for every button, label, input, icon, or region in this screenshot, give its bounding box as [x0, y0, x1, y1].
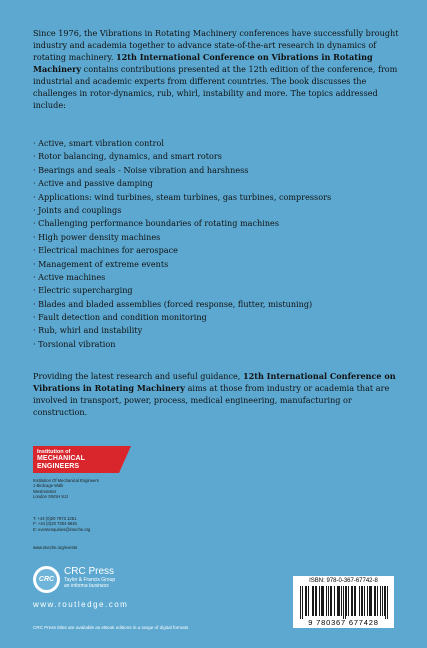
- barcode-bar: [308, 586, 309, 616]
- list-item: · High power density machines: [33, 231, 161, 242]
- barcode-bar: [346, 586, 347, 616]
- list-item: · Rub, whirl and instability: [33, 325, 143, 336]
- barcode-bar: [330, 586, 331, 616]
- barcode-bar: [337, 586, 338, 616]
- address-line: Westminster: [33, 488, 57, 494]
- imeche-logo-flag: [119, 446, 131, 473]
- crc-informa: an informa business: [64, 583, 109, 589]
- barcode-bar: [326, 586, 327, 616]
- address-line: London SW1H 9JJ: [33, 494, 68, 500]
- list-item: · Active, smart vibration control: [33, 138, 164, 148]
- list-item: · Active machines: [33, 271, 106, 282]
- barcode-bar: [302, 586, 303, 619]
- barcode-bar: [306, 586, 307, 616]
- isbn-label: ISBN: 978-0-367-67742-8: [309, 578, 378, 584]
- list-item: · Electrical machines for aerospace: [33, 245, 178, 256]
- crc-logo-icon: [33, 566, 60, 593]
- barcode-digits: 9 780367 677428: [308, 618, 379, 627]
- list-item: · Torsional vibration: [33, 338, 116, 349]
- barcode-bar: [331, 586, 332, 616]
- address-line: 1 Birdcage Walk: [33, 483, 64, 489]
- barcode-bar: [385, 586, 386, 619]
- imeche-logo-line2: MECHANICAL: [37, 455, 86, 462]
- barcode-bar: [328, 586, 329, 616]
- barcode-bar: [359, 586, 360, 616]
- barcode-bar: [351, 586, 352, 616]
- topics-list: [33, 137, 401, 351]
- list-item: · Rotor balancing, dynamics, and smart rotors: [33, 151, 222, 162]
- closing-book-title: 12th International Conference on Vibrations in Rotating Machinery: [33, 371, 396, 393]
- barcode-bar: [375, 586, 376, 616]
- imeche-logo-line1: Institution of: [37, 449, 71, 455]
- list-item: · Joints and couplings: [33, 204, 122, 215]
- contact-email: E: eventenquiries@imeche.org: [33, 526, 91, 532]
- ebook-note: CRC Press titles are available as eBook editions in a range of digital formats: [33, 625, 189, 630]
- list-item: · Challenging performance boundaries of rotating machines: [33, 218, 279, 229]
- list-item: · Bearings and seals - Noise vibration and harshness: [33, 164, 249, 175]
- crc-logo-letters: CRC: [36, 569, 57, 590]
- imeche-logo-line3: ENGINEERS: [37, 462, 80, 470]
- list-item: · Fault detection and condition monitoring: [33, 312, 207, 323]
- barcode-bar: [323, 586, 324, 616]
- list-item: · Management of extreme events: [33, 258, 169, 269]
- barcode-bar: [352, 586, 353, 616]
- barcode-bar: [315, 586, 316, 616]
- intro-text-1: Since 1976, the Vibrations in Rotating Machinery conferences have successfully brought industry and academia together to advance state-of-the-art research in dynamics of rotating machinery.: [33, 28, 399, 62]
- contact-phone: T: +44 (0)20 7973 1251: [33, 516, 77, 521]
- barcode-bar: [382, 586, 383, 616]
- barcode-bar: [339, 586, 340, 616]
- barcode-bar: [387, 586, 388, 619]
- closing-text-1: Providing the latest research and useful guidance,: [33, 371, 243, 381]
- barcode-bar: [354, 586, 355, 616]
- crc-name: CRC Press: [64, 566, 115, 577]
- barcode-bar: [371, 586, 372, 616]
- barcode-bar: [370, 586, 371, 616]
- imeche-address: [33, 478, 99, 500]
- list-item: · Blades and bladed assemblies (forced response, flutter, mistuning): [33, 298, 313, 309]
- barcode-bars: [300, 586, 388, 619]
- barcode-bar: [377, 586, 378, 616]
- list-item: · Active and passive damping: [33, 178, 153, 189]
- imeche-logo: [33, 446, 119, 473]
- barcode-bar: [364, 586, 365, 616]
- barcode-bar: [348, 586, 349, 616]
- barcode-bar: [369, 586, 370, 616]
- barcode-bar: [321, 586, 322, 616]
- address-line: Institution Of Mechanical Engineers: [33, 478, 99, 483]
- barcode-bar: [334, 586, 335, 616]
- imeche-web-url: www.imeche.org/events: [33, 545, 78, 550]
- intro-paragraph: [33, 27, 401, 111]
- barcode-bar: [312, 586, 313, 616]
- barcode-bar: [384, 586, 385, 616]
- barcode-bar: [367, 586, 368, 616]
- barcode-bar: [355, 586, 356, 616]
- barcode-bar: [380, 586, 381, 616]
- barcode-bar: [341, 586, 342, 616]
- barcode-bar: [374, 586, 375, 616]
- imeche-contact: [33, 516, 90, 532]
- intro-text-2: contains contributions presented at the 12th edition of the conference, from industrial and academic experts from different countries. The book discusses the challenges in rotor-dynamics, rub, whirl, instability and more. The topics addressed include:: [33, 64, 398, 110]
- barcode-bar: [362, 586, 363, 616]
- closing-paragraph: [33, 370, 403, 418]
- barcode-bar: [319, 586, 320, 616]
- barcode: [293, 576, 394, 628]
- intro-book-title: 12th International Conference on Vibrations in Rotating Machinery: [33, 52, 373, 74]
- barcode-bar: [361, 586, 362, 616]
- barcode-bar: [316, 586, 317, 616]
- barcode-bar: [343, 586, 344, 619]
- barcode-bar: [300, 586, 301, 619]
- barcode-bar: [345, 586, 346, 619]
- barcode-bar: [305, 586, 306, 616]
- publisher-url: www.routledge.com: [33, 600, 129, 609]
- list-item: · Applications: wind turbines, steam turbines, gas turbines, compressors: [33, 191, 332, 202]
- crc-logo-text: [64, 566, 115, 589]
- barcode-bar: [338, 586, 339, 616]
- list-item: · Electric supercharging: [33, 285, 133, 296]
- barcode-bar: [322, 586, 323, 616]
- contact-fax: F: +44 (0)20 7304 6845: [33, 521, 77, 527]
- barcode-bar: [313, 586, 314, 616]
- closing-text-2: aims at those from industry or academia that are involved in transport, power, process, medical engineering, manufacturing or construction.: [33, 383, 390, 417]
- crc-group: Taylor & Francis Group: [64, 577, 116, 583]
